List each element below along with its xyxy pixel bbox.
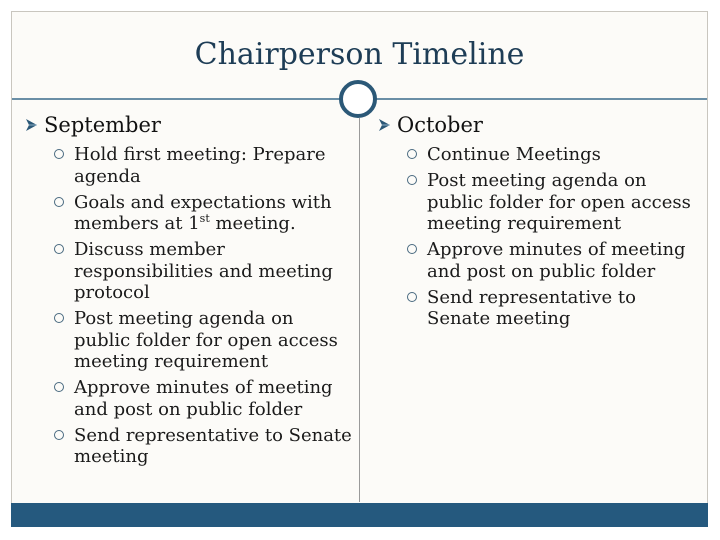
circle-bullet-icon — [54, 197, 64, 207]
september-list — [22, 144, 352, 468]
arrow-bullet-icon — [22, 115, 42, 135]
list-item — [22, 192, 352, 235]
circle-bullet-icon — [54, 382, 64, 392]
september-heading — [22, 112, 352, 138]
item-superscript: st — [199, 212, 210, 225]
item-text: Send representative to Senate meeting — [74, 424, 352, 467]
item-text: Continue Meetings — [427, 144, 601, 165]
list-item — [22, 308, 352, 373]
circle-bullet-icon — [54, 313, 64, 323]
list-item — [375, 287, 700, 330]
circle-bullet-icon — [54, 430, 64, 440]
october-heading — [375, 112, 700, 138]
circle-bullet-icon — [407, 244, 417, 254]
circle-bullet-icon — [407, 149, 417, 159]
heading-label: October — [397, 113, 483, 137]
list-item — [375, 239, 700, 282]
arrow-bullet-icon — [375, 115, 395, 135]
item-text: Send representative to Senate meeting — [427, 286, 636, 329]
circle-bullet-icon — [54, 244, 64, 254]
list-item — [22, 144, 352, 187]
item-text-end: meeting. — [209, 213, 296, 234]
list-item — [22, 425, 352, 468]
october-list — [375, 144, 700, 330]
item-text: Goals and expectations with members at 1 — [74, 191, 332, 234]
column-divider — [359, 118, 360, 502]
list-item — [375, 170, 700, 235]
item-text: Discuss member responsibilities and meeting protocol — [74, 239, 333, 303]
circle-bullet-icon — [407, 175, 417, 185]
item-text: Post meeting agenda on public folder for open access meeting requirement — [427, 170, 691, 234]
item-text: Approve minutes of meeting and post on public folder — [74, 377, 333, 420]
circle-bullet-icon — [54, 149, 64, 159]
september-column — [22, 112, 352, 472]
october-column — [375, 112, 700, 334]
list-item — [375, 144, 700, 166]
item-text: Approve minutes of meeting and post on public folder — [427, 239, 686, 282]
item-text: Hold first meeting: Prepare agenda — [74, 144, 326, 187]
list-item — [22, 239, 352, 304]
slide-title: Chairperson Timeline — [194, 37, 525, 72]
item-text: Post meeting agenda on public folder for open access meeting requirement — [74, 308, 338, 372]
heading-label: September — [44, 113, 161, 137]
list-item — [22, 377, 352, 420]
bottom-accent-bar — [11, 503, 708, 527]
circle-bullet-icon — [407, 292, 417, 302]
